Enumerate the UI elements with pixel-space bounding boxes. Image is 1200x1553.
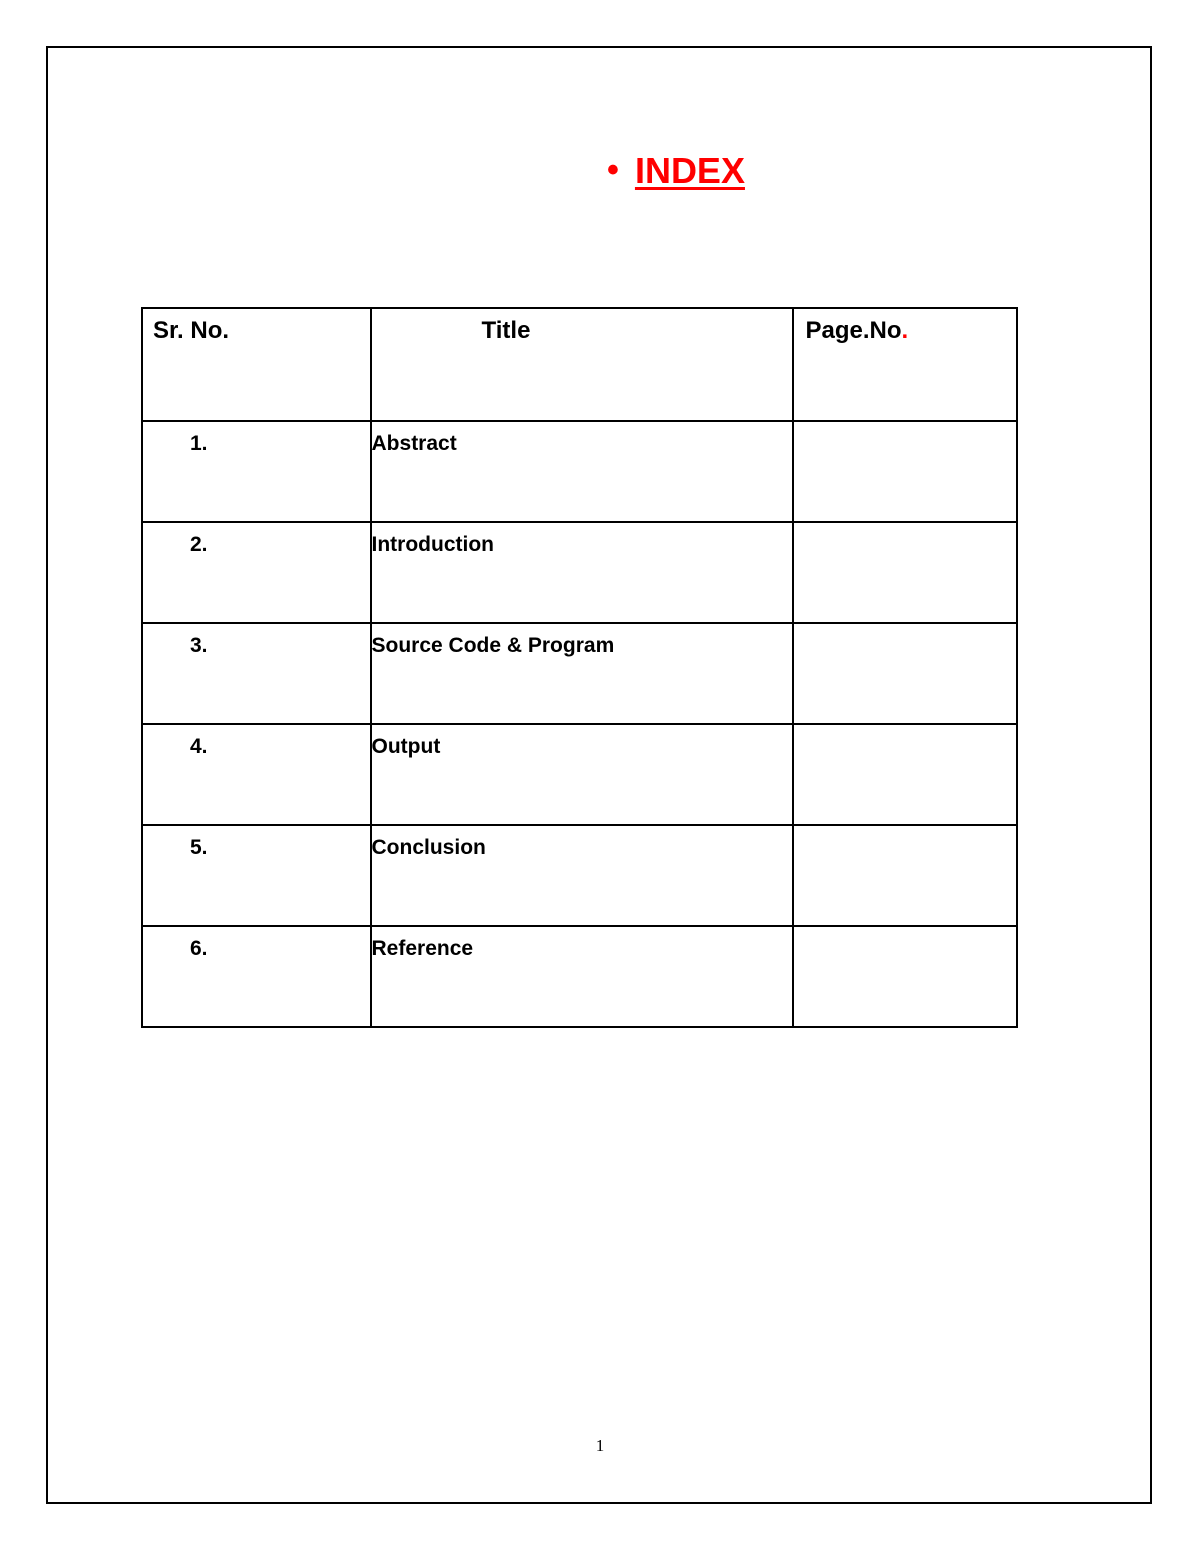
table-row bbox=[142, 522, 1017, 623]
table-row bbox=[142, 926, 1017, 1027]
header-sr-no: Sr. No. bbox=[142, 308, 371, 421]
row-page-no bbox=[793, 825, 1017, 926]
index-table bbox=[141, 307, 1018, 1028]
row-sr-no: 1. bbox=[142, 421, 371, 522]
row-sr-no: 3. bbox=[142, 623, 371, 724]
row-sr-no: 6. bbox=[142, 926, 371, 1027]
row-page-no bbox=[793, 421, 1017, 522]
row-sr-no: 4. bbox=[142, 724, 371, 825]
row-title: Output bbox=[371, 724, 794, 825]
row-title: Introduction bbox=[371, 522, 794, 623]
table-row bbox=[142, 825, 1017, 926]
table-row bbox=[142, 724, 1017, 825]
row-title: Conclusion bbox=[371, 825, 794, 926]
table-row bbox=[142, 421, 1017, 522]
row-title: Source Code & Program bbox=[371, 623, 794, 724]
header-page-no-dot: . bbox=[901, 317, 909, 344]
heading-text: INDEX bbox=[634, 150, 745, 191]
row-page-no bbox=[793, 623, 1017, 724]
row-page-no bbox=[793, 926, 1017, 1027]
row-title: Reference bbox=[371, 926, 794, 1027]
row-page-no bbox=[793, 522, 1017, 623]
row-page-no bbox=[793, 724, 1017, 825]
row-sr-no: 2. bbox=[142, 522, 371, 623]
bullet-icon: • bbox=[607, 151, 619, 189]
table-header-row bbox=[142, 308, 1017, 421]
table-row bbox=[142, 623, 1017, 724]
header-page-no bbox=[793, 308, 1017, 421]
row-sr-no: 5. bbox=[142, 825, 371, 926]
row-title: Abstract bbox=[371, 421, 794, 522]
header-title: Title bbox=[371, 308, 794, 421]
header-page-no-label: Page.No bbox=[805, 317, 902, 344]
page-title bbox=[0, 150, 1200, 192]
page-number: 1 bbox=[595, 1436, 605, 1455]
